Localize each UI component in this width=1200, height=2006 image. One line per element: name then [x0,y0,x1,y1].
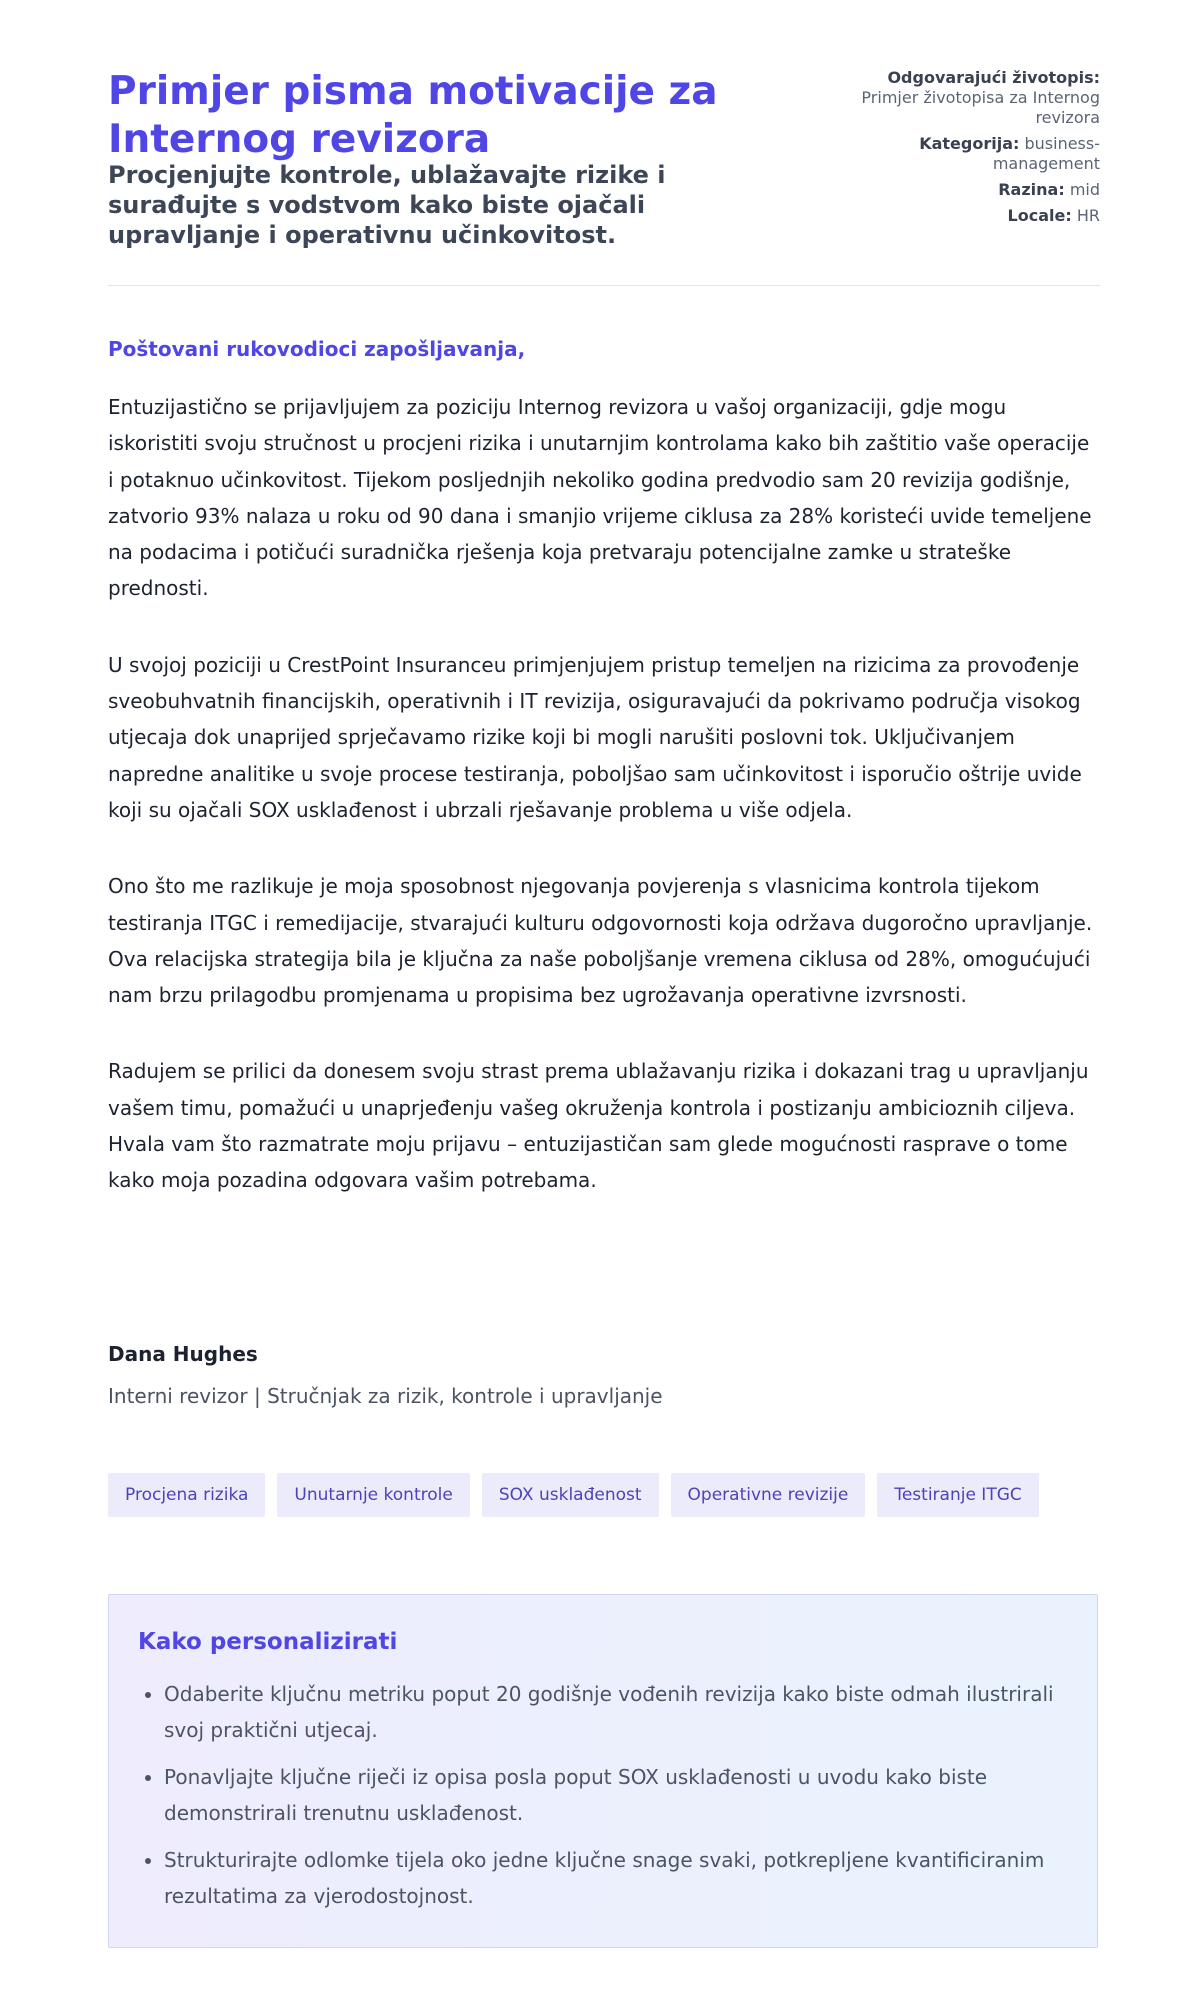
meta-locale [850,206,1100,226]
meta-category-label: Kategorija: [919,134,1020,153]
meta-locale-label: Locale: [1007,206,1072,225]
tip-item: • Strukturirajte odlomke tijela oko jedne ključne snage svaki, potkrepljene kvantificiranim rezultatima za vjerodostojnost. [164,1843,1084,1914]
meta-locale-value: HR [1076,206,1100,225]
skill-tags [108,1473,1039,1517]
signature-name: Dana Hughes [108,1342,258,1366]
skill-tag: Testiranje ITGC [877,1473,1038,1517]
page-subtitle: Procjenjujte kontrole, ublažavajte rizike i surađujte s vodstvom kako biste ojačali upravljanje i operativnu učinkovitost. [108,161,666,249]
page-header [108,68,1100,286]
signature-role: Interni revizor | Stručnjak za rizik, kontrole i upravljanje [108,1384,663,1408]
meta-resume [850,68,1100,128]
meta-resume-value[interactable]: Primjer životopisa za Internog revizora [861,88,1100,127]
letter-paragraph-3: Ono što me razlikuje je moja sposobnost njegovanja povjerenja s vlasnicima kontrola tijekom testiranja ITGC i remedijacije, stvarajući kulturu odgovornosti koja održava dugoročno upravljanje. Ova relacijska strategija bila je ključna za naše poboljšanje vremena ciklusa od 28%, omogućujući nam brzu prilagodbu promjenama u propisima bez ugrožavanja operativne izvrsnosti. [108,874,1093,1008]
personalization-tips [108,1594,1098,1948]
meta-level-label: Razina: [998,180,1065,199]
page-title: Primjer pisma motivacije za Internog revizora [108,69,718,162]
skill-tag: Unutarnje kontrole [277,1473,469,1517]
tip-item: • Odaberite ključnu metriku poput 20 godišnje vođenih revizija kako biste odmah ilustrirali svoj praktični utjecaj. [164,1677,1084,1748]
tip-item: • Ponavljajte ključne riječi iz opisa posla poput SOX usklađenosti u uvodu kako biste demonstrirali trenutnu usklađenost. [164,1760,1084,1831]
meta-level [850,180,1100,200]
skill-tag: SOX usklađenost [482,1473,659,1517]
meta-category-value: business-management [992,134,1100,173]
letter-paragraph-1: Entuzijastično se prijavljujem za poziciju Internog revizora u vašoj organizaciji, gdje mogu iskoristiti svoju stručnost u procjeni rizika i unutarnjim kontrolama kako bih zaštitio vaše operacije i potaknuo učinkovitost. Tijekom posljednjih nekoliko godina predvodio sam 20 revizija godišnje, zatvorio 93% nalaza u roku od 90 dana i smanjio vrijeme ciklusa za 28% koristeći uvide temeljene na podacima i potičući suradnička rješenja koja pretvaraju potencijalne zamke u strateške prednosti. [108,395,1092,601]
letter-paragraph-2: U svojoj poziciji u CrestPoint Insuranceu primjenjujem pristup temeljen na rizicima za provođenje sveobuhvatnih financijskih, operativnih i IT revizija, osiguravajući da pokrivamo područja visokog utjecaja dok unaprijed sprječavamo rizike koji bi mogli narušiti poslovni tok. Uključivanjem napredne analitike u svoje procese testiranja, poboljšao sam učinkovitost i isporučio oštrije uvide koji su ojačali SOX usklađenost i ubrzali rješavanje problema u više odjela. [108,652,1082,822]
meta-level-value: mid [1069,180,1100,199]
skill-tag: Procjena rizika [108,1473,265,1517]
meta-category [850,134,1100,174]
tips-list [138,1677,1084,1926]
letter-paragraph-4: Radujem se prilici da donesem svoju strast prema ublažavanju rizika i dokazani trag u upravljanju vašem timu, pomažući u unaprjeđenju vašeg okruženja kontrola i postizanju ambicioznih ciljeva. Hvala vam što razmatrate moju prijavu – entuzijastičan sam glede mogućnosti rasprave o tome kako moja pozadina odgovara vašim potrebama. [108,1059,1089,1193]
meta-resume-label: Odgovarajući životopis: [887,68,1100,87]
tips-title: Kako personalizirati [138,1629,398,1655]
skill-tag: Operativne revizije [671,1473,866,1517]
salutation: Poštovani rukovodioci zapošljavanja, [108,337,526,361]
letter-body [108,335,1100,1239]
meta-panel [850,68,1100,232]
